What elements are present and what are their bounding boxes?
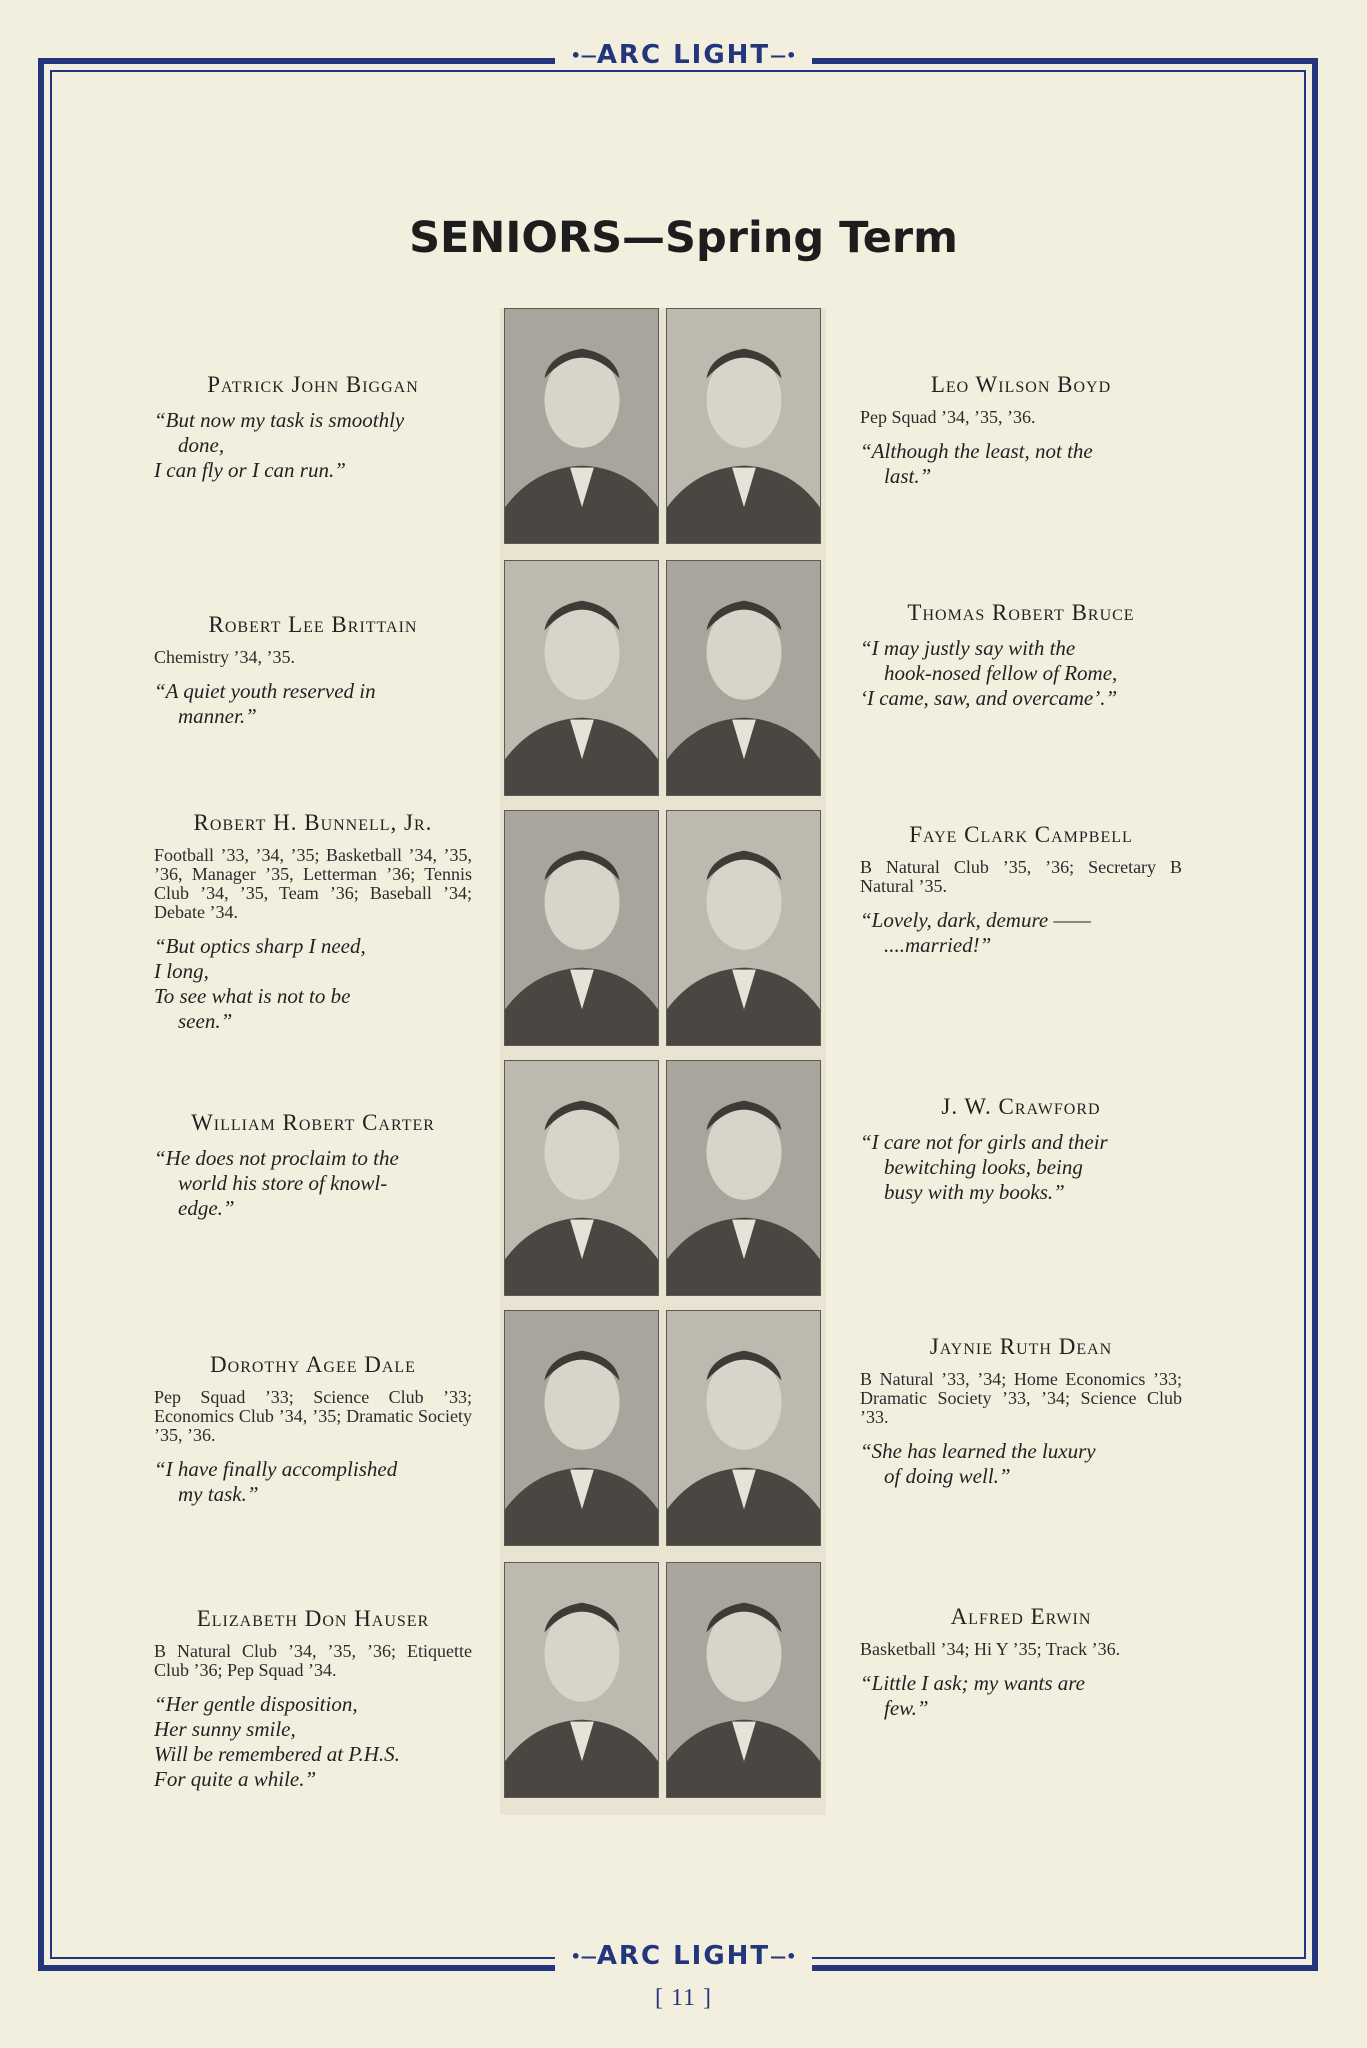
quote-line: To see what is not to be [154, 984, 351, 1008]
student-activities: B Natural Club ’35, ’36; Secretary B Natural ’35. [860, 857, 1182, 896]
quote-line: “Although the least, not the [860, 439, 1093, 463]
quote-line: “Lovely, dark, demure —— [860, 908, 1091, 932]
student-portrait-photo [504, 810, 659, 1046]
student-portrait-photo [666, 560, 821, 796]
quote-line: “She has learned the luxury [860, 1439, 1096, 1463]
page-number: [ 11 ] [654, 1985, 713, 2011]
student-quote [154, 934, 472, 1034]
student-name: Alfred Erwin [950, 1604, 1092, 1629]
running-head-top [0, 40, 1367, 70]
quote-line: “I may justly say with the [860, 636, 1076, 660]
student-quote [860, 439, 1182, 489]
quote-line: bewitching looks, being [884, 1155, 1083, 1179]
quote-line: “But optics sharp I need, [154, 934, 366, 958]
left-entry [154, 612, 472, 729]
quote-line: For quite a while.” [154, 1767, 317, 1791]
quote-line: of doing well.” [884, 1464, 1011, 1488]
quote-line: hook-nosed fellow of Rome, [884, 661, 1118, 685]
quote-line: Will be remembered at P.H.S. [154, 1742, 400, 1766]
quote-line: few.” [884, 1696, 929, 1720]
quote-line: “I have finally accomplished [154, 1457, 398, 1481]
quote-line: “But now my task is smoothly [154, 408, 405, 432]
student-quote [154, 408, 472, 483]
student-name: Thomas Robert Bruce [907, 600, 1135, 625]
left-entry [154, 372, 472, 483]
running-head-bottom-text: •— ARC LIGHT —• [555, 1941, 813, 1971]
left-entry [154, 1352, 472, 1507]
student-activities: Basketball ’34; Hi Y ’35; Track ’36. [860, 1639, 1121, 1659]
quote-line: last.” [884, 464, 932, 488]
quote-line: done, [178, 433, 225, 457]
student-name: William Robert Carter [191, 1110, 435, 1135]
student-portrait-photo [504, 560, 659, 796]
quote-line: I long, [154, 959, 209, 983]
running-head-top-text: •— ARC LIGHT —• [555, 40, 813, 70]
quote-line: edge.” [178, 1196, 235, 1220]
student-portrait-photo [666, 1562, 821, 1798]
student-quote [860, 1439, 1182, 1489]
student-name: Robert Lee Brittain [208, 612, 418, 637]
quote-line: my task.” [178, 1482, 259, 1506]
student-name: Dorothy Agee Dale [210, 1352, 416, 1377]
student-quote [154, 1146, 472, 1221]
right-entry [860, 822, 1182, 958]
right-entry [860, 1094, 1182, 1205]
quote-line: ‘I came, saw, and overcame’.” [860, 686, 1118, 710]
quote-line: “I care not for girls and their [860, 1130, 1108, 1154]
quote-line: manner.” [178, 704, 257, 728]
quote-line: I can fly or I can run.” [154, 458, 346, 482]
student-portrait-photo [504, 308, 659, 544]
student-name: Patrick John Biggan [207, 372, 419, 397]
student-name: Elizabeth Don Hauser [196, 1606, 430, 1631]
student-portrait-photo [504, 1310, 659, 1546]
student-activities: B Natural Club ’34, ’35, ’36; Etiquette Club ’36; Pep Squad ’34. [154, 1641, 472, 1680]
student-name: Leo Wilson Boyd [930, 372, 1112, 397]
left-entry [154, 810, 472, 1034]
student-quote [860, 1130, 1182, 1205]
running-head-bottom [0, 1941, 1367, 1971]
quote-line: ....married!” [884, 933, 992, 957]
student-name: Robert H. Bunnell, Jr. [193, 810, 433, 835]
right-entry [860, 1604, 1182, 1721]
right-entry [860, 1334, 1182, 1489]
student-quote [154, 1692, 472, 1792]
page-title: SENIORS—Spring Term [409, 213, 958, 263]
student-name: J. W. Crawford [941, 1094, 1101, 1119]
student-activities: Football ’33, ’34, ’35; Basketball ’34, ’35, ’36, Manager ’35, Letterman ’36; Tennis Club ’34, ’35, Team ’36; Baseball ’34; Debate ’34. [154, 845, 472, 922]
portrait-strip [500, 308, 826, 1815]
student-portrait-photo [666, 1310, 821, 1546]
student-quote [860, 908, 1182, 958]
right-entry [860, 372, 1182, 489]
student-activities: B Natural ’33, ’34; Home Economics ’33; Dramatic Society ’33, ’34; Science Club ’33. [860, 1369, 1182, 1427]
quote-line: Her sunny smile, [154, 1717, 296, 1741]
student-quote [860, 1671, 1182, 1721]
right-entry [860, 600, 1182, 711]
student-quote [154, 1457, 472, 1507]
quote-line: “He does not proclaim to the [154, 1146, 399, 1170]
left-entry [154, 1110, 472, 1221]
quote-line: “Little I ask; my wants are [860, 1671, 1085, 1695]
quote-line: busy with my books.” [884, 1180, 1065, 1204]
quote-line: seen.” [178, 1009, 233, 1033]
quote-line: world his store of knowl- [178, 1171, 388, 1195]
student-portrait-photo [666, 810, 821, 1046]
student-quote [860, 636, 1182, 711]
student-portrait-photo [666, 1060, 821, 1296]
student-name: Faye Clark Campbell [909, 822, 1133, 847]
student-portrait-photo [504, 1562, 659, 1798]
student-activities: Pep Squad ’34, ’35, ’36. [860, 407, 1036, 427]
student-activities: Pep Squad ’33; Science Club ’33; Economics Club ’34, ’35; Dramatic Society ’35, ’36. [154, 1387, 472, 1445]
student-quote [154, 679, 472, 729]
left-entry [154, 1606, 472, 1792]
student-activities: Chemistry ’34, ’35. [154, 647, 295, 667]
student-name: Jaynie Ruth Dean [929, 1334, 1113, 1359]
student-portrait-photo [666, 308, 821, 544]
quote-line: “A quiet youth reserved in [154, 679, 376, 703]
student-portrait-photo [504, 1060, 659, 1296]
quote-line: “Her gentle disposition, [154, 1692, 358, 1716]
